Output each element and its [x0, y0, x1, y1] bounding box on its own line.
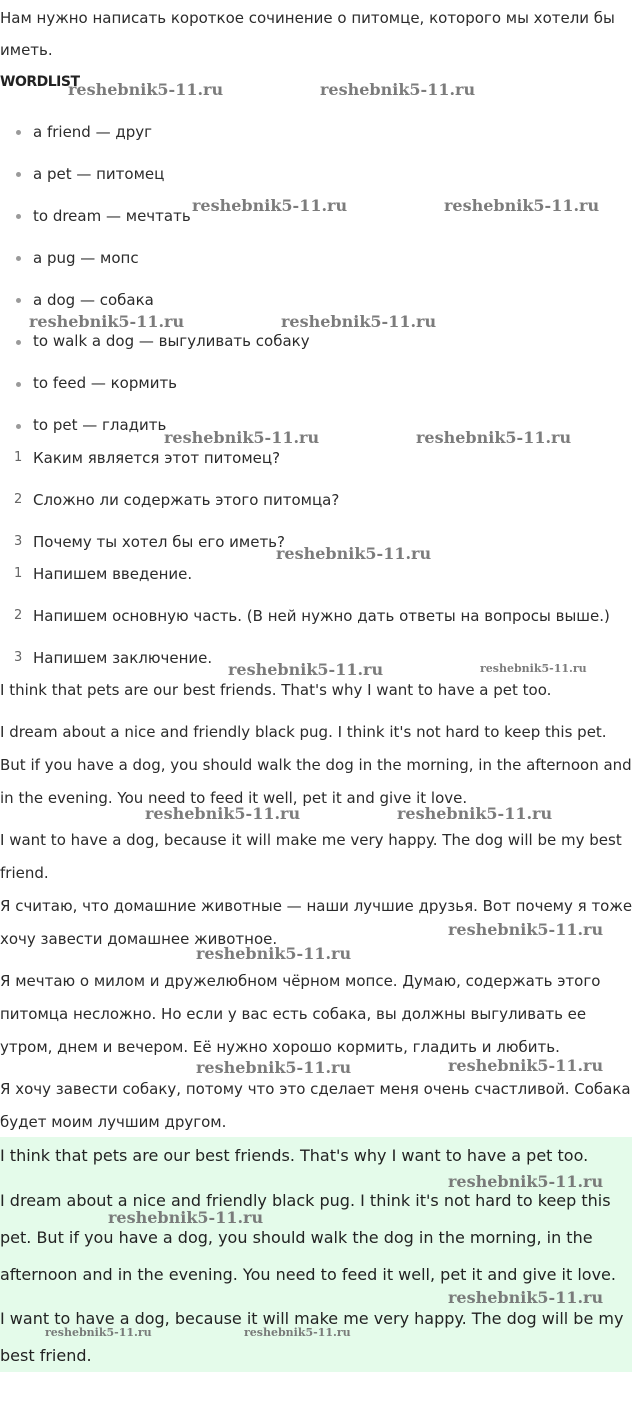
essay-line: afternoon and in the evening. You need to feed it well, pet it and give it love. — [0, 1265, 616, 1284]
essay-line: I want to have a dog, because it will make me very happy. The dog will be my — [0, 1309, 624, 1328]
essay-line: But if you have a dog, you should walk the dog in the morning, in the afternoon and — [0, 756, 632, 774]
list-item: a pet — питомец — [33, 165, 165, 183]
watermark: reshebnik5-11.ru — [45, 1326, 152, 1339]
list-number: 2 — [14, 608, 23, 623]
intro-line-2: иметь. — [0, 41, 53, 59]
plan-item: Напишем основную часть. (В ней нужно дать ответы на вопросы выше.) — [33, 607, 610, 625]
bullet-icon — [16, 256, 21, 261]
watermark: reshebnik5-11.ru — [281, 312, 437, 331]
list-item: to feed — кормить — [33, 374, 178, 392]
essay-line: Я считаю, что домашние животные — наши лучшие друзья. Вот почему я тоже — [0, 897, 632, 915]
plan-item: Напишем введение. — [33, 565, 193, 583]
list-number: 3 — [14, 534, 23, 549]
question-item: Сложно ли содержать этого питомца? — [33, 491, 340, 509]
essay-line: pet. But if you have a dog, you should walk the dog in the morning, in the — [0, 1228, 593, 1247]
watermark: reshebnik5-11.ru — [192, 196, 348, 215]
question-item: Почему ты хотел бы его иметь? — [33, 533, 285, 551]
essay-line: будет моим лучшим другом. — [0, 1113, 227, 1131]
watermark: reshebnik5-11.ru — [196, 1058, 352, 1077]
bullet-icon — [16, 130, 21, 135]
watermark: reshebnik5-11.ru — [448, 1172, 604, 1191]
essay-line: friend. — [0, 864, 49, 882]
bullet-icon — [16, 340, 21, 345]
essay-line: I dream about a nice and friendly black pug. I think it's not hard to keep this pet. — [0, 723, 607, 741]
watermark: reshebnik5-11.ru — [448, 920, 604, 939]
list-number: 1 — [14, 450, 23, 465]
essay-line: утром, днем и вечером. Её нужно хорошо кормить, гладить и любить. — [0, 1038, 560, 1056]
watermark: reshebnik5-11.ru — [320, 80, 476, 99]
essay-line: I think that pets are our best friends. That's why I want to have a pet too. — [0, 1146, 589, 1165]
list-item: a dog — собака — [33, 291, 154, 309]
bullet-icon — [16, 214, 21, 219]
list-item: to dream — мечтать — [33, 207, 191, 225]
watermark: reshebnik5-11.ru — [416, 428, 572, 447]
wordlist-title: WORDLIST — [0, 74, 80, 90]
watermark: reshebnik5-11.ru — [244, 1326, 351, 1339]
watermark: reshebnik5-11.ru — [276, 544, 432, 563]
watermark: reshebnik5-11.ru — [108, 1208, 264, 1227]
bullet-icon — [16, 382, 21, 387]
essay-line: питомца несложно. Но если у вас есть собака, вы должны выгуливать ее — [0, 1005, 587, 1023]
list-number: 1 — [14, 566, 23, 581]
essay-line: Я мечтаю о милом и дружелюбном чёрном мопсе. Думаю, содержать этого — [0, 972, 601, 990]
watermark: reshebnik5-11.ru — [68, 80, 224, 99]
watermark: reshebnik5-11.ru — [228, 660, 384, 679]
list-number: 2 — [14, 492, 23, 507]
list-item: a friend — друг — [33, 123, 153, 141]
list-item: to pet — гладить — [33, 416, 167, 434]
watermark: reshebnik5-11.ru — [448, 1056, 604, 1075]
essay-line: in the evening. You need to feed it well, pet it and give it love. — [0, 789, 468, 807]
essay-line: I dream about a nice and friendly black pug. I think it's not hard to keep this — [0, 1191, 611, 1210]
bullet-icon — [16, 298, 21, 303]
watermark: reshebnik5-11.ru — [145, 804, 301, 823]
bullet-icon — [16, 424, 21, 429]
question-item: Каким является этот питомец? — [33, 449, 281, 467]
watermark: reshebnik5-11.ru — [480, 662, 587, 675]
plan-item: Напишем заключение. — [33, 649, 213, 667]
watermark: reshebnik5-11.ru — [397, 804, 553, 823]
essay-line: Я хочу завести собаку, потому что это сделает меня очень счастливой. Собака — [0, 1080, 631, 1098]
bullet-icon — [16, 172, 21, 177]
essay-line: I want to have a dog, because it will make me very happy. The dog will be my best — [0, 831, 622, 849]
watermark: reshebnik5-11.ru — [448, 1288, 604, 1307]
intro-line-1: Нам нужно написать короткое сочинение о питомце, которого мы хотели бы — [0, 9, 615, 27]
watermark: reshebnik5-11.ru — [444, 196, 600, 215]
watermark: reshebnik5-11.ru — [196, 944, 352, 963]
list-number: 3 — [14, 650, 23, 665]
watermark: reshebnik5-11.ru — [164, 428, 320, 447]
essay-line: I think that pets are our best friends. That's why I want to have a pet too. — [0, 681, 552, 699]
watermark: reshebnik5-11.ru — [29, 312, 185, 331]
essay-line: хочу завести домашнее животное. — [0, 930, 278, 948]
list-item: a pug — мопс — [33, 249, 139, 267]
essay-line: best friend. — [0, 1346, 92, 1365]
list-item: to walk a dog — выгуливать собаку — [33, 332, 310, 350]
